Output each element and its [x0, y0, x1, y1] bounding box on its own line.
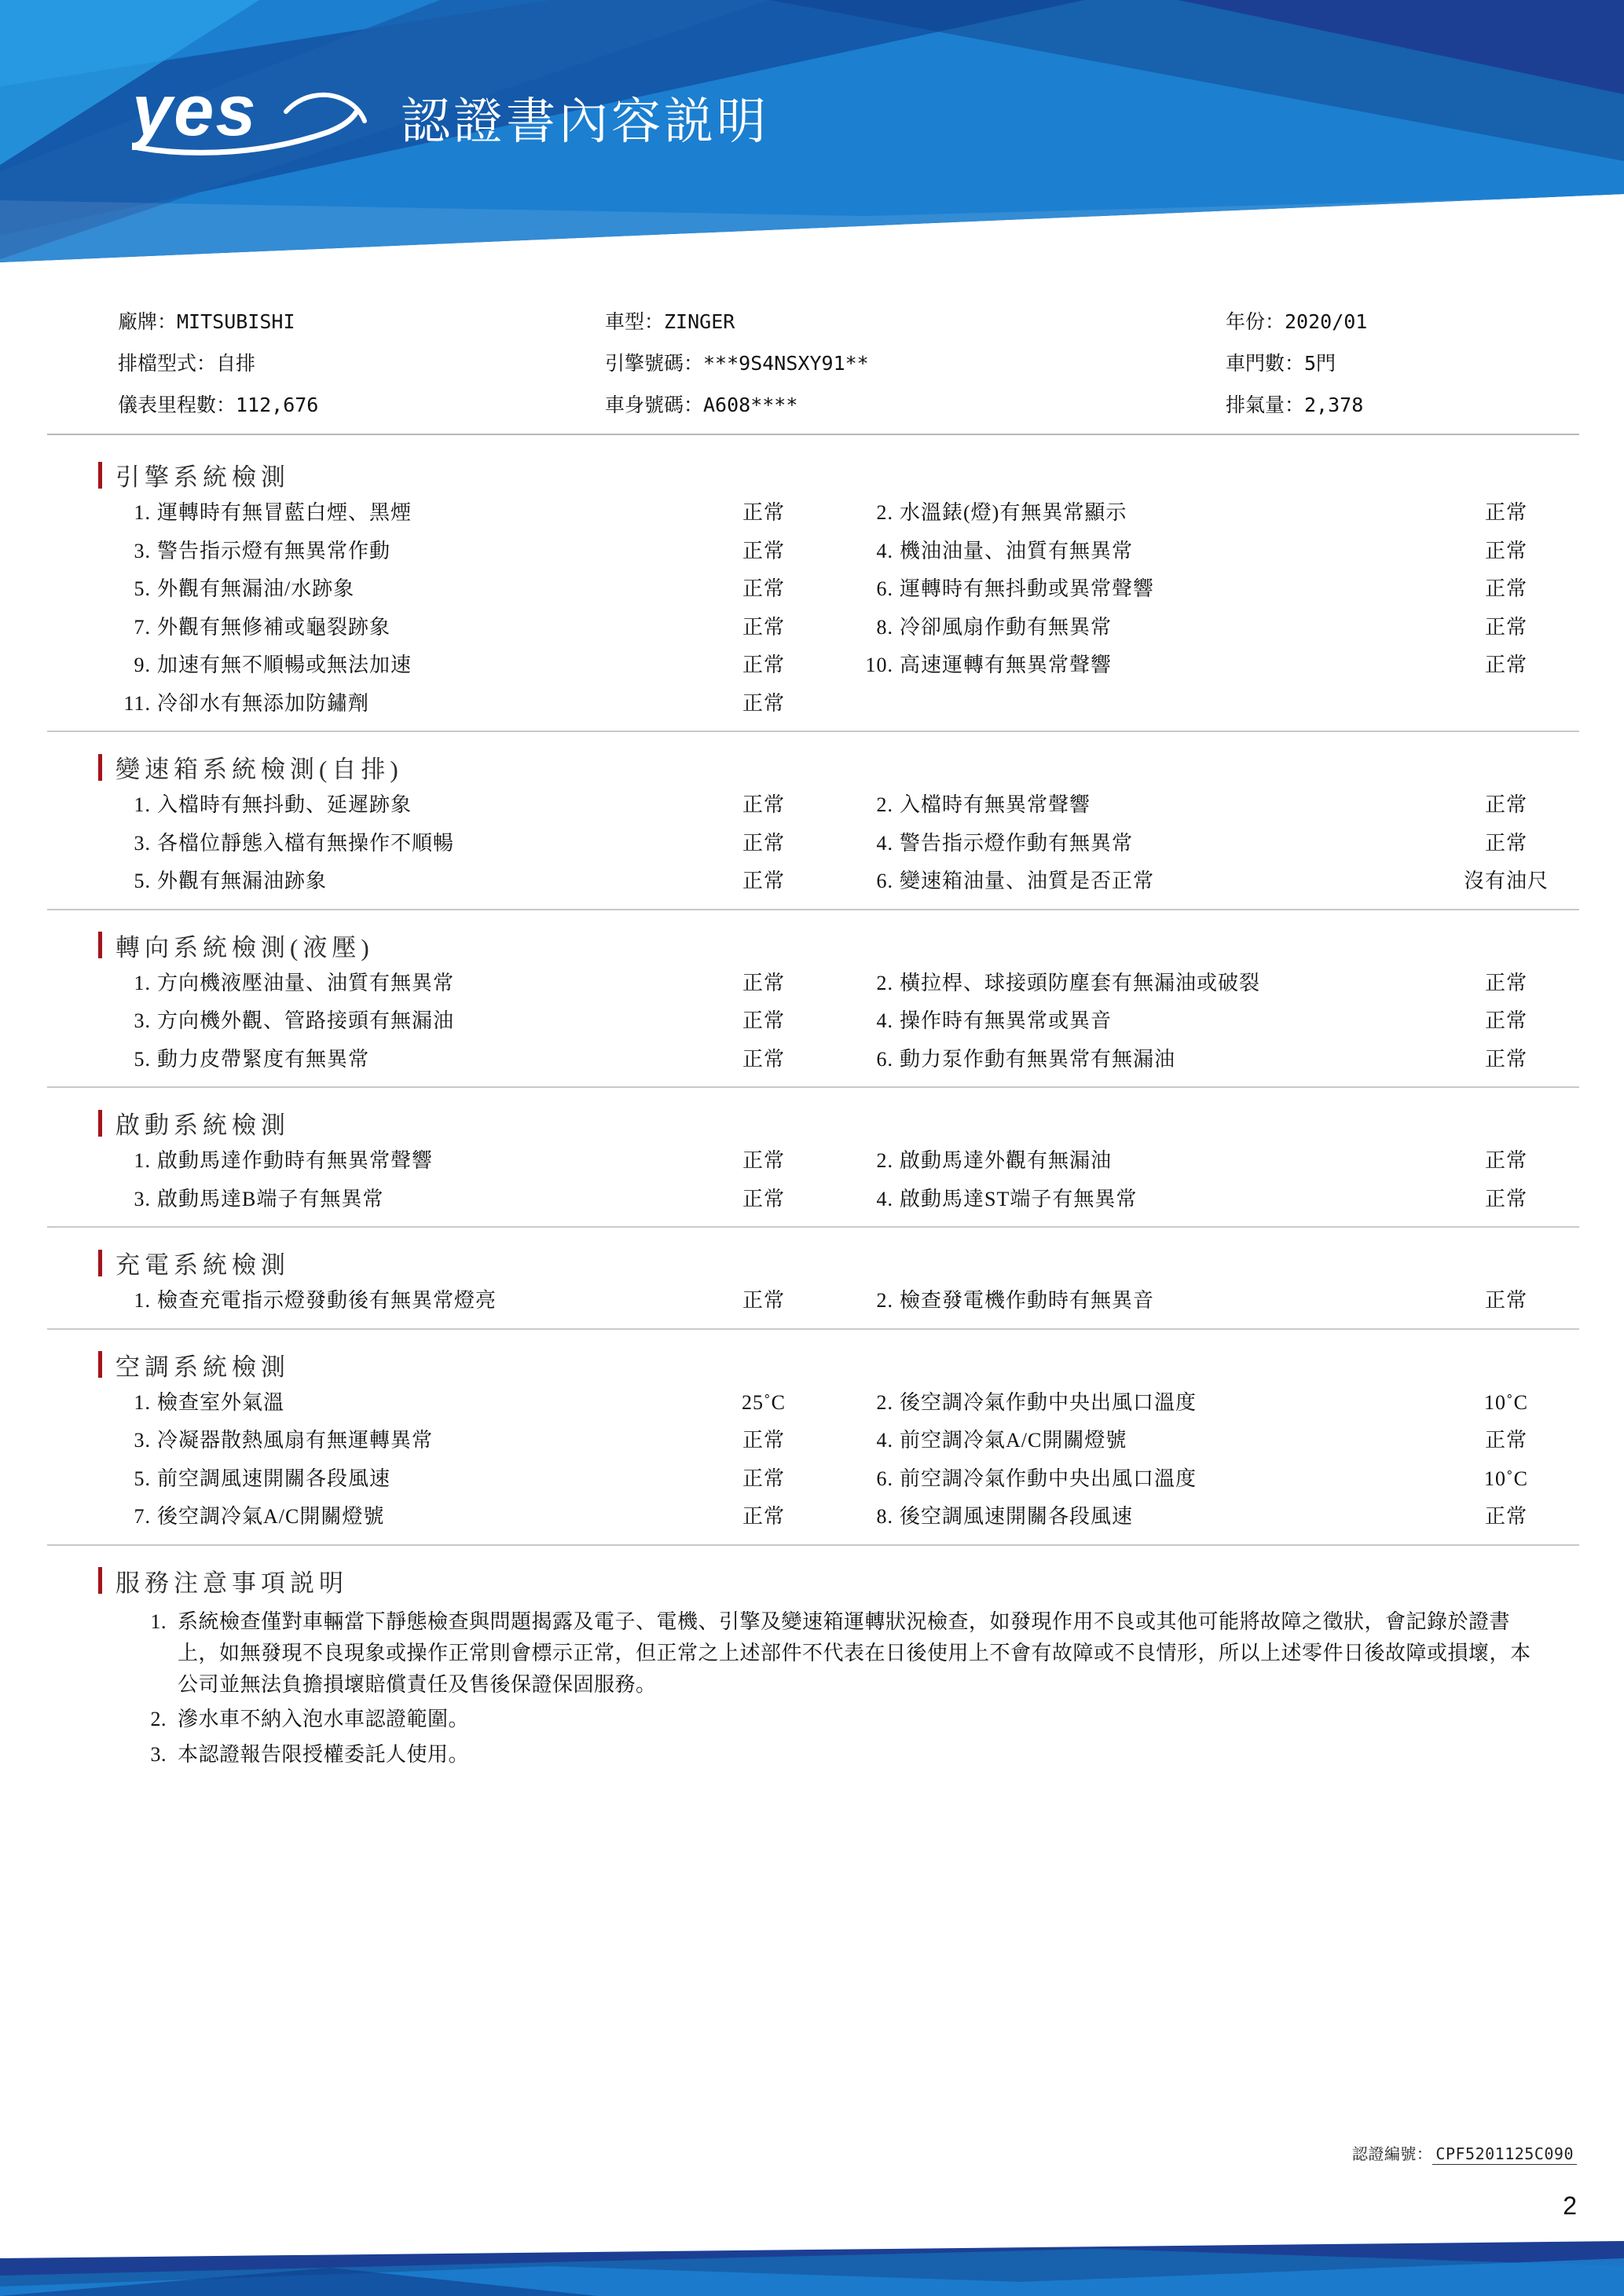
vehicle-info-row	[118, 306, 1509, 335]
item-number: 6.	[876, 577, 893, 600]
item-label: 各檔位靜態入檔有無操作不順暢	[157, 831, 455, 855]
inspection-section	[0, 749, 1624, 910]
item-number: 8.	[876, 615, 893, 639]
item-result: 正常	[1484, 577, 1527, 600]
inspection-row	[96, 1467, 1581, 1492]
inspection-item	[96, 1288, 838, 1314]
item-result: 10˚C	[1484, 1467, 1528, 1490]
certificate-number	[1352, 2141, 1577, 2164]
item-result: 正常	[742, 615, 785, 639]
inspection-row	[96, 539, 1581, 565]
item-label: 入檔時有無異常聲響	[900, 793, 1091, 816]
item-number: 3.	[134, 1429, 151, 1452]
item-label: 外觀有無漏油跡象	[157, 870, 328, 892]
item-label: 運轉時有無抖動或異常聲響	[900, 577, 1155, 600]
item-number: 2.	[876, 1149, 893, 1172]
item-result: 正常	[1484, 501, 1527, 524]
inspection-item	[838, 577, 1581, 602]
item-result: 正常	[742, 1187, 785, 1210]
vehicle-mileage: 儀表里程數：112,676	[118, 394, 319, 416]
vehicle-info-row	[118, 390, 1509, 418]
inspection-item	[96, 1187, 838, 1213]
note-text: 本認證報告限授權委託人使用。	[178, 1742, 470, 1766]
item-label: 檢查室外氣溫	[157, 1390, 285, 1414]
certificate-number-label: 認證編號：	[1351, 2146, 1433, 2163]
section-accent-bar	[98, 1110, 102, 1137]
item-result: 正常	[742, 501, 785, 524]
section-title-text: 啟動系統檢測	[115, 1111, 290, 1139]
note-number: 2.	[150, 1708, 167, 1731]
item-number: 4.	[876, 1187, 893, 1210]
item-result: 正常	[1484, 793, 1527, 816]
inspection-item	[838, 793, 1581, 818]
item-number: 2.	[876, 1289, 893, 1312]
inspection-item	[838, 1390, 1581, 1416]
item-label: 檢查發電機作動時有無異音	[900, 1289, 1155, 1312]
section-accent-bar	[98, 1250, 102, 1276]
inspection-row	[96, 971, 1581, 997]
item-label: 外觀有無漏油/水跡象	[157, 577, 355, 600]
item-number: 2.	[876, 971, 893, 994]
inspection-item	[838, 1047, 1581, 1073]
item-number: 7.	[134, 615, 151, 639]
item-result: 正常	[1484, 539, 1527, 562]
item-result: 正常	[1484, 1429, 1527, 1452]
section-items	[0, 1390, 1624, 1530]
item-label	[900, 691, 1432, 717]
item-label: 機油油量、油質有無異常	[900, 539, 1134, 562]
section-title	[98, 1245, 1624, 1280]
inspection-item	[96, 831, 838, 857]
item-result: 正常	[742, 1467, 785, 1490]
item-label: 後空調冷氣A/C開關燈號	[157, 1505, 385, 1528]
inspection-row	[96, 1009, 1581, 1034]
inspection-item	[96, 1467, 838, 1492]
inspection-item	[838, 1187, 1581, 1213]
inspection-item	[96, 500, 838, 526]
item-number: 3.	[134, 539, 151, 562]
item-result: 正常	[742, 539, 785, 562]
page-footer	[0, 2235, 1624, 2296]
notes-list	[118, 1606, 1532, 1771]
item-number: 8.	[876, 1505, 893, 1528]
service-notes	[0, 1563, 1624, 1771]
vehicle-body-number: 車身號碼：A608****	[605, 394, 798, 416]
inspection-item	[838, 1467, 1581, 1492]
page-number: 2	[1563, 2192, 1577, 2220]
section-accent-bar	[98, 1351, 102, 1378]
inspection-item	[838, 615, 1581, 641]
inspection-item	[838, 831, 1581, 857]
item-label: 檢查充電指示燈發動後有無異常燈亮	[157, 1289, 497, 1312]
inspection-row	[96, 577, 1581, 602]
footer-graphic	[0, 2235, 1624, 2296]
item-label: 入檔時有無抖動、延遲跡象	[157, 793, 412, 816]
item-label: 運轉時有無冒藍白煙、黑煙	[157, 501, 412, 524]
inspection-item	[838, 500, 1581, 526]
item-number: 4.	[876, 1009, 893, 1032]
inspection-item	[96, 539, 838, 565]
section-accent-bar	[98, 462, 102, 489]
item-label: 方向機液壓油量、油質有無異常	[157, 971, 455, 994]
page-title: 認證書內容説明	[401, 94, 769, 149]
inspection-row	[96, 1187, 1581, 1213]
inspection-item	[96, 869, 838, 895]
section-accent-bar	[98, 932, 102, 958]
vehicle-year: 年份：2020/01	[1226, 310, 1368, 333]
item-result: 正常	[742, 654, 785, 676]
inspection-item	[96, 691, 838, 717]
note-text: 系統檢查僅對車輛當下靜態檢查與問題揭露及電子、電機、引擎及變速箱運轉狀況檢查，如發現作用不良或其他可能將故障之徵狀，會記錄於證書上，如無發現不良現象或操作正常則會標示正常，但正常之上述部件不代表在日後使用上不會有故障或不良情形，所以上述零件日後故障或損壞，本公司並無法負擔損壞賠償責任及售後保證保固服務。	[178, 1609, 1531, 1697]
item-number: 1.	[134, 501, 151, 524]
item-number: 1.	[134, 1289, 151, 1312]
item-label: 冷卻水有無添加防鏽劑	[157, 691, 370, 715]
item-label: 動力泵作動有無異常有無漏油	[900, 1047, 1176, 1071]
item-label: 方向機外觀、管路接頭有無漏油	[157, 1009, 455, 1032]
section-title	[98, 1105, 1624, 1141]
item-result: 正常	[742, 1429, 785, 1452]
inspection-item	[838, 539, 1581, 565]
item-result: 25˚C	[742, 1390, 786, 1414]
inspection-row	[96, 1148, 1581, 1174]
divider	[47, 434, 1579, 435]
section-items	[0, 1288, 1624, 1314]
item-result: 正常	[1484, 615, 1527, 639]
inspection-item	[838, 971, 1581, 997]
note-number: 3.	[150, 1742, 167, 1766]
item-number: 3.	[134, 1187, 151, 1210]
inspection-item	[96, 1148, 838, 1174]
item-number: 7.	[134, 1505, 151, 1528]
item-label: 啟動馬達ST端子有無異常	[900, 1187, 1138, 1210]
item-number: 1.	[134, 793, 151, 816]
inspection-section	[0, 928, 1624, 1089]
inspection-item	[96, 1047, 838, 1073]
inspection-sections	[0, 440, 1624, 1774]
section-title-text: 空調系統檢測	[115, 1353, 290, 1381]
item-label: 前空調冷氣A/C開關燈號	[900, 1429, 1127, 1452]
note-item	[118, 1704, 1532, 1735]
section-title-text: 變速箱系統檢測(自排)	[115, 756, 403, 783]
inspection-section	[0, 1347, 1624, 1546]
inspection-row	[96, 653, 1581, 679]
item-label: 水溫錶(燈)有無異常顯示	[900, 501, 1127, 524]
inspection-item	[838, 1009, 1581, 1034]
item-result: 正常	[742, 1289, 785, 1312]
item-label: 外觀有無修補或龜裂跡象	[157, 615, 391, 639]
divider	[47, 1544, 1579, 1546]
inspection-item	[96, 1390, 838, 1416]
page-header	[0, 0, 1624, 276]
inspection-row	[96, 615, 1581, 641]
section-title-text: 引擎系統檢測	[115, 463, 290, 491]
vehicle-engine-number: 引擎號碼：***9S4NSXY91**	[605, 352, 869, 375]
item-result: 正常	[742, 691, 785, 715]
item-label: 警告指示燈有無異常作動	[157, 539, 391, 562]
note-item	[118, 1606, 1532, 1701]
item-label: 前空調冷氣作動中央出風口溫度	[900, 1467, 1197, 1490]
item-result: 正常	[1484, 1289, 1527, 1312]
svg-text:yes: yes	[132, 75, 258, 151]
item-number: 2.	[876, 1390, 893, 1414]
item-result: 正常	[742, 1047, 785, 1071]
item-number: 1.	[134, 971, 151, 994]
item-label: 後空調風速開關各段風速	[900, 1505, 1134, 1528]
inspection-row	[96, 1504, 1581, 1530]
certificate-number-value: CPF5201125C090	[1432, 2144, 1577, 2165]
item-result: 正常	[1484, 1187, 1527, 1210]
inspection-section	[0, 457, 1624, 732]
inspection-item	[838, 691, 1581, 717]
inspection-section	[0, 1105, 1624, 1228]
item-label: 前空調風速開關各段風速	[157, 1467, 391, 1490]
inspection-row	[96, 831, 1581, 857]
divider	[47, 1086, 1579, 1088]
item-label: 啟動馬達外觀有無漏油	[900, 1149, 1113, 1172]
item-number: 3.	[134, 1009, 151, 1032]
item-result: 10˚C	[1484, 1390, 1528, 1414]
inspection-row	[96, 793, 1581, 818]
yes-logo	[132, 75, 391, 162]
section-items	[0, 500, 1624, 716]
divider	[47, 1226, 1579, 1228]
item-number: 3.	[134, 831, 151, 855]
item-label: 啟動馬達作動時有無異常聲響	[157, 1149, 434, 1172]
item-result: 沒有油尺	[1463, 870, 1549, 892]
item-result: 正常	[1484, 1149, 1527, 1172]
note-number: 1.	[150, 1609, 167, 1633]
section-accent-bar	[98, 1567, 102, 1594]
inspection-item	[838, 869, 1581, 895]
inspection-row	[96, 869, 1581, 895]
section-title	[98, 749, 1624, 785]
vehicle-gearbox: 排檔型式：自排	[118, 352, 256, 375]
section-title	[98, 457, 1624, 493]
vehicle-info-row	[118, 348, 1509, 376]
item-number: 4.	[876, 1429, 893, 1452]
inspection-item	[96, 1009, 838, 1034]
inspection-row	[96, 1047, 1581, 1073]
section-accent-bar	[98, 754, 102, 781]
item-result: 正常	[1484, 654, 1527, 676]
item-label: 警告指示燈作動有無異常	[900, 831, 1134, 855]
item-result: 正常	[742, 1149, 785, 1172]
inspection-item	[838, 1148, 1581, 1174]
inspection-item	[96, 971, 838, 997]
item-label: 加速有無不順暢或無法加速	[157, 654, 412, 676]
inspection-item	[96, 1428, 838, 1454]
item-number: 6.	[876, 1047, 893, 1071]
item-result: 正常	[1484, 1009, 1527, 1032]
inspection-section	[0, 1245, 1624, 1330]
item-label: 動力皮帶緊度有無異常	[157, 1047, 370, 1071]
item-number: 11.	[123, 691, 151, 715]
item-number: 5.	[134, 577, 151, 600]
item-result: 正常	[742, 971, 785, 994]
divider	[47, 731, 1579, 732]
item-result: 正常	[742, 870, 785, 892]
inspection-row	[96, 691, 1581, 717]
note-item	[118, 1739, 1532, 1771]
item-label: 高速運轉有無異常聲響	[900, 654, 1113, 676]
item-number: 1.	[134, 1390, 151, 1414]
item-number: 5.	[134, 1467, 151, 1490]
section-title	[98, 928, 1624, 963]
section-title	[98, 1347, 1624, 1382]
vehicle-info	[118, 306, 1509, 431]
item-label: 操作時有無異常或異音	[900, 1009, 1113, 1032]
item-result: 正常	[1484, 1047, 1527, 1071]
section-items	[0, 1148, 1624, 1212]
item-number	[838, 691, 900, 717]
item-result: 正常	[1484, 831, 1527, 855]
item-number: 5.	[134, 1047, 151, 1071]
inspection-item	[838, 1288, 1581, 1314]
divider	[47, 909, 1579, 910]
inspection-item	[838, 1504, 1581, 1530]
inspection-item	[838, 653, 1581, 679]
item-number: 5.	[134, 870, 151, 892]
item-number: 6.	[876, 870, 893, 892]
item-result: 正常	[742, 577, 785, 600]
item-label: 冷凝器散熱風扇有無運轉異常	[157, 1429, 434, 1452]
notes-title-text: 服務注意事項説明	[115, 1569, 348, 1597]
inspection-row	[96, 1390, 1581, 1416]
item-result: 正常	[742, 1505, 785, 1528]
item-label: 橫拉桿、球接頭防塵套有無漏油或破裂	[900, 971, 1261, 994]
item-result	[1432, 691, 1581, 717]
item-result: 正常	[742, 1009, 785, 1032]
inspection-item	[96, 653, 838, 679]
section-items	[0, 971, 1624, 1073]
inspection-item	[96, 615, 838, 641]
vehicle-displacement: 排氣量：2,378	[1226, 394, 1364, 416]
note-text: 滲水車不納入泡水車認證範圍。	[178, 1708, 470, 1731]
notes-title	[98, 1563, 1624, 1598]
vehicle-doors: 車門數：5門	[1226, 352, 1336, 375]
item-number: 2.	[876, 501, 893, 524]
item-result: 正常	[742, 831, 785, 855]
inspection-row	[96, 1288, 1581, 1314]
section-title-text: 轉向系統檢測(液壓)	[115, 933, 374, 961]
inspection-row	[96, 500, 1581, 526]
item-number: 10.	[865, 654, 893, 676]
item-label: 冷卻風扇作動有無異常	[900, 615, 1113, 639]
section-items	[0, 793, 1624, 895]
item-number: 9.	[134, 654, 151, 676]
divider	[47, 1328, 1579, 1330]
item-result: 正常	[1484, 1505, 1527, 1528]
item-number: 2.	[876, 793, 893, 816]
item-label: 後空調冷氣作動中央出風口溫度	[900, 1390, 1197, 1414]
inspection-item	[96, 577, 838, 602]
item-result: 正常	[742, 793, 785, 816]
item-number: 1.	[134, 1149, 151, 1172]
item-label: 啟動馬達B端子有無異常	[157, 1187, 384, 1210]
item-label: 變速箱油量、油質是否正常	[900, 870, 1155, 892]
inspection-item	[96, 793, 838, 818]
vehicle-brand: 廠牌：MITSUBISHI	[118, 310, 295, 333]
item-number: 4.	[876, 831, 893, 855]
section-title-text: 充電系統檢測	[115, 1251, 290, 1279]
item-number: 6.	[876, 1467, 893, 1490]
item-number: 4.	[876, 539, 893, 562]
vehicle-model: 車型：ZINGER	[605, 310, 735, 333]
inspection-item	[838, 1428, 1581, 1454]
inspection-item	[96, 1504, 838, 1530]
item-result: 正常	[1484, 971, 1527, 994]
inspection-row	[96, 1428, 1581, 1454]
